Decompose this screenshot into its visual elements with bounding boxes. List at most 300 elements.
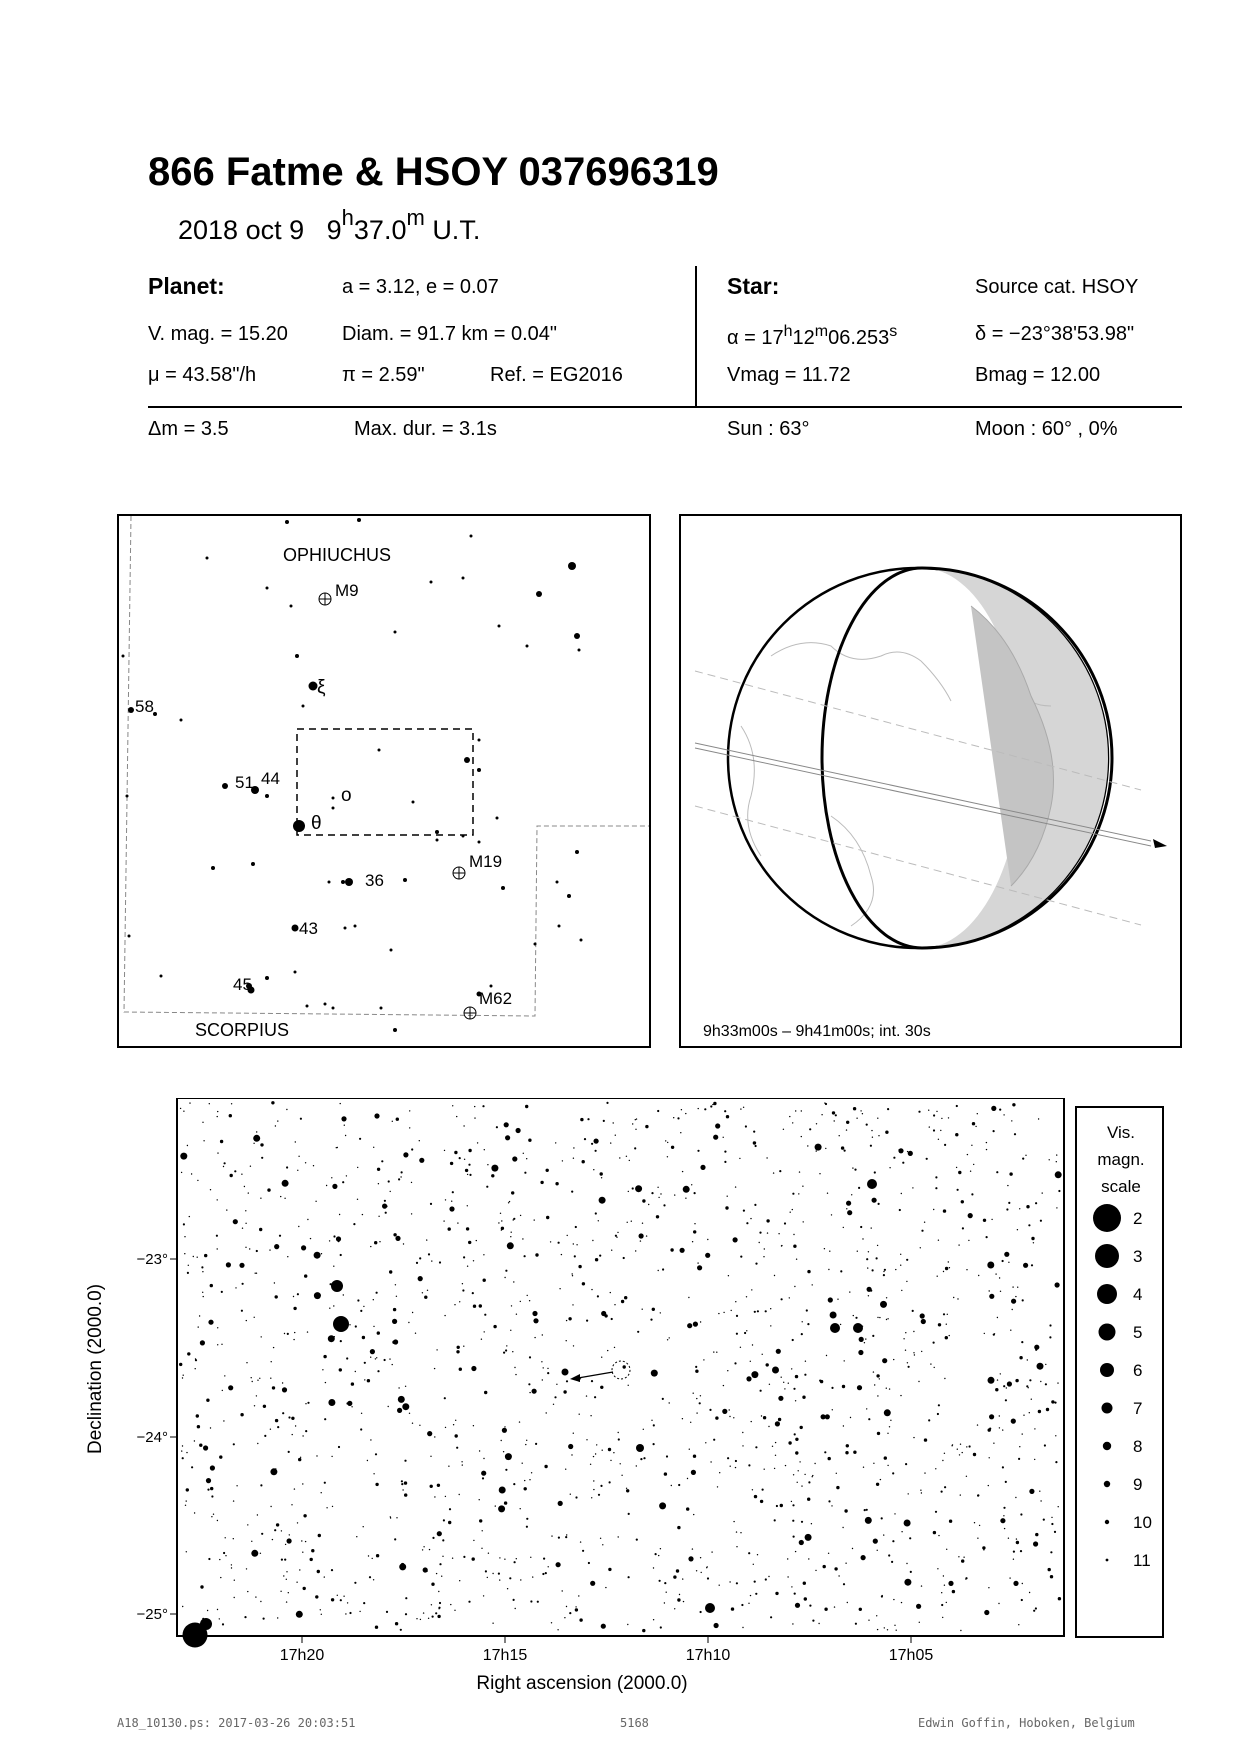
chart-star	[382, 1204, 387, 1209]
chart-star	[332, 1506, 333, 1507]
chart-star	[443, 1220, 444, 1221]
chart-star	[288, 1592, 289, 1593]
finder-star	[526, 645, 529, 648]
chart-star	[618, 1536, 619, 1537]
chart-star	[834, 1606, 835, 1607]
chart-star	[727, 1370, 728, 1371]
chart-star	[973, 1164, 974, 1165]
finder-star	[567, 894, 571, 898]
chart-star	[474, 1106, 475, 1107]
chart-star	[1007, 1381, 1012, 1386]
chart-star	[645, 1125, 648, 1128]
chart-star	[727, 1457, 729, 1459]
chart-star	[603, 1120, 605, 1122]
chart-star	[203, 1445, 208, 1450]
chart-star	[558, 1501, 563, 1506]
chart-star	[202, 1122, 203, 1123]
chart-star	[957, 1449, 958, 1450]
chart-star	[938, 1139, 939, 1140]
chart-star	[287, 1333, 289, 1335]
chart-star	[639, 1233, 644, 1238]
chart-star	[235, 1287, 236, 1288]
finder-star	[295, 654, 299, 658]
chart-star	[826, 1355, 827, 1356]
chart-star	[696, 1412, 697, 1413]
chart-star	[484, 1149, 485, 1150]
chart-star	[277, 1617, 278, 1618]
finder-star	[265, 794, 269, 798]
finder-star	[390, 949, 393, 952]
chart-star	[529, 1479, 530, 1480]
chart-star	[941, 1491, 943, 1493]
chart-star	[587, 1118, 589, 1120]
chart-star	[909, 1537, 911, 1539]
chart-star	[860, 1226, 862, 1228]
chart-star	[1002, 1466, 1004, 1468]
chart-star	[765, 1310, 767, 1312]
chart-star	[582, 1282, 585, 1285]
chart-star	[182, 1377, 183, 1378]
scale-label: 11	[1133, 1551, 1151, 1570]
chart-star	[941, 1604, 943, 1606]
chart-star	[524, 1255, 526, 1257]
chart-star	[333, 1305, 334, 1306]
chart-star	[593, 1169, 594, 1170]
chart-star	[658, 1270, 659, 1271]
chart-star	[468, 1601, 470, 1603]
scale-dot	[1105, 1520, 1109, 1524]
chart-star	[451, 1201, 452, 1202]
chart-star	[181, 1450, 182, 1451]
chart-star	[878, 1135, 879, 1136]
chart-star	[988, 1485, 989, 1486]
chart-star	[636, 1118, 637, 1119]
chart-star	[793, 1536, 795, 1538]
chart-star	[960, 1494, 961, 1495]
chart-star	[364, 1379, 365, 1380]
chart-star	[479, 1304, 482, 1307]
chart-star	[728, 1275, 729, 1276]
chart-star	[1058, 1190, 1060, 1192]
chart-star	[785, 1465, 786, 1466]
chart-star	[345, 1135, 346, 1136]
chart-star	[321, 1614, 322, 1615]
chart-star	[513, 1219, 514, 1220]
chart-star	[1031, 1264, 1033, 1266]
star-source-catalog: Source cat. HSOY	[975, 276, 1139, 298]
chart-star	[186, 1551, 187, 1552]
chart-star	[907, 1151, 908, 1152]
chart-star	[844, 1509, 847, 1512]
scale-title-line-1: Vis.	[1106, 1123, 1136, 1142]
ra-seconds: 06.253	[828, 327, 890, 349]
chart-star	[626, 1489, 629, 1492]
chart-star	[946, 1549, 947, 1550]
chart-star	[376, 1554, 379, 1557]
chart-star	[259, 1378, 260, 1379]
chart-star	[363, 1526, 364, 1527]
chart-star	[561, 1254, 562, 1255]
chart-star	[827, 1193, 828, 1194]
chart-star	[194, 1512, 195, 1513]
chart-star	[492, 1623, 493, 1624]
chart-star	[886, 1297, 887, 1298]
chart-star	[858, 1187, 860, 1189]
chart-star	[892, 1540, 894, 1542]
chart-star	[660, 1626, 662, 1628]
chart-star	[938, 1240, 939, 1241]
chart-star	[1020, 1513, 1022, 1515]
chart-star	[836, 1486, 839, 1489]
chart-star	[573, 1433, 574, 1434]
chart-star	[572, 1304, 573, 1305]
chart-star	[795, 1110, 796, 1111]
chart-star	[853, 1107, 856, 1110]
scale-label: 9	[1133, 1475, 1143, 1494]
chart-star	[1055, 1282, 1060, 1287]
chart-star	[402, 1489, 403, 1490]
chart-star	[677, 1598, 680, 1601]
chart-star	[428, 1618, 429, 1619]
chart-star	[937, 1276, 938, 1277]
chart-star	[185, 1505, 186, 1506]
chart-star	[302, 1435, 303, 1436]
chart-star	[920, 1247, 921, 1248]
chart-star	[217, 1609, 218, 1610]
chart-star	[437, 1615, 440, 1618]
chart-star	[1049, 1159, 1050, 1160]
chart-star	[336, 1236, 341, 1241]
chart-star	[995, 1388, 998, 1391]
chart-star	[318, 1534, 321, 1537]
planet-reference: Ref. = EG2016	[490, 364, 623, 386]
chart-star	[731, 1310, 732, 1311]
chart-star	[270, 1468, 277, 1475]
chart-star	[277, 1120, 278, 1121]
chart-star	[653, 1443, 655, 1445]
chart-star	[806, 1309, 808, 1311]
chart-star	[392, 1364, 393, 1365]
chart-star	[866, 1258, 868, 1260]
chart-star	[409, 1413, 410, 1414]
chart-star	[540, 1181, 543, 1184]
chart-star	[298, 1458, 301, 1461]
chart-star	[894, 1625, 895, 1626]
chart-star	[933, 1129, 935, 1131]
magnitude-drop: Δm = 3.5	[148, 418, 229, 440]
chart-star	[434, 1436, 435, 1437]
chart-star	[793, 1474, 794, 1475]
chart-star	[444, 1150, 445, 1151]
chart-star	[441, 1576, 442, 1577]
chart-star	[1043, 1519, 1045, 1521]
chart-star	[346, 1357, 348, 1359]
chart-star	[434, 1368, 435, 1369]
chart-star	[761, 1415, 762, 1416]
chart-star	[226, 1209, 227, 1210]
chart-star	[831, 1214, 832, 1215]
chart-star	[707, 1577, 709, 1579]
chart-star	[611, 1318, 613, 1320]
chart-star	[520, 1508, 521, 1509]
chart-star	[688, 1297, 689, 1298]
chart-star	[520, 1215, 521, 1216]
chart-star	[445, 1427, 446, 1428]
finder-star	[394, 631, 397, 634]
chart-star	[566, 1340, 567, 1341]
chart-star	[524, 1480, 525, 1481]
chart-star	[928, 1419, 930, 1421]
chart-star	[244, 1616, 246, 1618]
chart-star	[1035, 1533, 1038, 1536]
chart-star	[793, 1245, 796, 1248]
column-divider	[695, 266, 697, 406]
chart-star	[368, 1555, 369, 1556]
chart-star	[428, 1253, 430, 1255]
chart-star	[300, 1118, 302, 1120]
hour-unit: h	[341, 205, 354, 230]
chart-star	[377, 1168, 380, 1171]
chart-star	[483, 1595, 484, 1596]
chart-star	[997, 1317, 998, 1318]
chart-star	[687, 1478, 688, 1479]
chart-star	[372, 1558, 373, 1559]
chart-star	[537, 1601, 539, 1603]
chart-star	[636, 1465, 637, 1466]
chart-star	[357, 1299, 359, 1301]
chart-star	[183, 1223, 185, 1225]
chart-star	[653, 1619, 654, 1620]
chart-star	[996, 1171, 998, 1173]
chart-star	[189, 1102, 190, 1103]
chart-star	[894, 1513, 895, 1514]
chart-star	[551, 1622, 552, 1623]
chart-star	[821, 1114, 822, 1115]
chart-star	[614, 1347, 615, 1348]
chart-star	[282, 1382, 283, 1383]
chart-star	[700, 1557, 701, 1558]
chart-star	[792, 1339, 794, 1341]
chart-star	[766, 1219, 769, 1222]
chart-star	[1021, 1599, 1023, 1601]
chart-star	[222, 1623, 224, 1625]
chart-star	[199, 1315, 200, 1316]
chart-star	[802, 1321, 803, 1322]
chart-star	[824, 1451, 826, 1453]
finder-star	[556, 881, 559, 884]
chart-star	[682, 1578, 683, 1579]
chart-star	[534, 1219, 535, 1220]
chart-star	[872, 1269, 874, 1271]
chart-star	[946, 1602, 947, 1603]
chart-star	[496, 1126, 498, 1128]
chart-star	[760, 1500, 763, 1503]
chart-star	[527, 1295, 528, 1296]
chart-star	[1017, 1287, 1018, 1288]
chart-star	[845, 1563, 846, 1564]
label-58: 58	[135, 697, 154, 716]
chart-star	[952, 1590, 955, 1593]
chart-star	[1029, 1489, 1034, 1494]
chart-star	[1000, 1518, 1005, 1523]
chart-star	[660, 1312, 661, 1313]
chart-star	[956, 1105, 958, 1107]
chart-star	[522, 1238, 523, 1239]
chart-star	[420, 1619, 421, 1620]
chart-star	[974, 1522, 975, 1523]
chart-star	[610, 1142, 611, 1143]
chart-star	[763, 1416, 766, 1419]
chart-star	[707, 1239, 708, 1240]
finder-star	[341, 880, 345, 884]
chart-star	[867, 1267, 868, 1268]
chart-star	[736, 1315, 738, 1317]
chart-star	[394, 1538, 396, 1540]
chart-star	[498, 1505, 505, 1512]
chart-star	[291, 1417, 294, 1420]
chart-star	[313, 1165, 314, 1166]
chart-star	[876, 1483, 879, 1486]
chart-star	[554, 1396, 556, 1398]
chart-star	[748, 1552, 750, 1554]
chart-star	[395, 1622, 398, 1625]
chart-star	[1045, 1383, 1047, 1385]
chart-star	[986, 1142, 987, 1143]
chart-star	[921, 1351, 922, 1352]
chart-star	[886, 1319, 887, 1320]
chart-star	[599, 1197, 606, 1204]
chart-star	[989, 1294, 994, 1299]
chart-star	[750, 1361, 751, 1362]
star-chart-frame	[177, 1098, 1064, 1636]
chart-star	[609, 1481, 611, 1483]
chart-star	[801, 1521, 803, 1523]
chart-star	[331, 1177, 332, 1178]
chart-star	[580, 1118, 583, 1121]
chart-star	[273, 1347, 274, 1348]
chart-star	[280, 1196, 281, 1197]
planet-orbit: a = 3.12, e = 0.07	[342, 276, 499, 298]
chart-star	[1054, 1402, 1056, 1404]
chart-star	[220, 1140, 223, 1143]
chart-star	[725, 1206, 728, 1209]
chart-star	[729, 1416, 730, 1417]
chart-star	[370, 1246, 371, 1247]
chart-star	[582, 1160, 585, 1163]
chart-star	[528, 1139, 531, 1142]
chart-star	[783, 1129, 784, 1130]
chart-star	[355, 1371, 356, 1372]
chart-star	[389, 1358, 390, 1359]
chart-star	[742, 1445, 743, 1446]
finder-star	[290, 605, 293, 608]
chart-star	[882, 1595, 883, 1596]
chart-star	[893, 1157, 895, 1159]
chart-star	[871, 1227, 872, 1228]
chart-star	[501, 1220, 502, 1221]
chart-star	[967, 1154, 968, 1155]
chart-star	[295, 1141, 296, 1142]
chart-star	[197, 1425, 200, 1428]
chart-star	[657, 1110, 659, 1112]
chart-star	[233, 1219, 238, 1224]
chart-star	[277, 1426, 279, 1428]
chart-star	[515, 1374, 516, 1375]
chart-star	[999, 1415, 1000, 1416]
chart-star	[966, 1269, 967, 1270]
chart-star	[667, 1156, 668, 1157]
ra-hour-unit: h	[783, 323, 793, 340]
chart-star	[251, 1377, 252, 1378]
chart-star	[416, 1262, 418, 1264]
chart-star	[593, 1480, 594, 1481]
chart-star	[664, 1602, 665, 1603]
chart-star	[513, 1281, 514, 1282]
chart-star	[857, 1385, 862, 1390]
finder-star	[285, 520, 289, 524]
chart-star	[1029, 1379, 1031, 1381]
chart-star	[754, 1204, 756, 1206]
chart-star	[543, 1367, 544, 1368]
chart-star	[844, 1360, 845, 1361]
chart-star	[929, 1126, 930, 1127]
finder-star	[292, 925, 299, 932]
chart-star	[511, 1232, 512, 1233]
label-44: 44	[261, 769, 280, 788]
chart-star	[739, 1158, 740, 1159]
chart-star	[572, 1273, 573, 1274]
chart-star	[700, 1611, 702, 1613]
chart-star	[355, 1325, 357, 1327]
chart-star	[608, 1448, 611, 1451]
chart-star	[1033, 1541, 1038, 1546]
chart-star	[491, 1165, 498, 1172]
chart-star	[444, 1397, 446, 1399]
chart-star	[816, 1150, 817, 1151]
chart-star	[547, 1368, 548, 1369]
bright-star	[200, 1618, 212, 1630]
chart-star	[912, 1310, 914, 1312]
chart-star	[831, 1387, 833, 1389]
chart-star	[735, 1460, 737, 1462]
chart-star	[900, 1254, 901, 1255]
chart-star	[431, 1604, 432, 1605]
chart-star	[673, 1575, 676, 1578]
finder-star	[128, 707, 134, 713]
chart-star	[361, 1413, 362, 1414]
chart-star	[184, 1236, 185, 1237]
chart-star	[195, 1368, 196, 1369]
chart-star	[855, 1317, 857, 1319]
time-system: U.T.	[432, 215, 481, 245]
chart-star	[331, 1598, 334, 1601]
chart-star	[873, 1539, 878, 1544]
chart-star	[557, 1629, 558, 1630]
chart-star	[821, 1414, 826, 1419]
sun-elongation: Sun : 63°	[727, 418, 810, 440]
chart-star	[750, 1218, 751, 1219]
chart-star	[1049, 1336, 1051, 1338]
chart-star	[834, 1567, 837, 1570]
chart-star	[264, 1435, 266, 1437]
chart-star	[815, 1570, 816, 1571]
chart-star	[709, 1409, 711, 1411]
chart-star	[948, 1261, 949, 1262]
chart-star	[828, 1269, 829, 1270]
chart-star	[456, 1447, 458, 1449]
chart-star	[805, 1361, 806, 1362]
chart-star	[275, 1125, 276, 1126]
